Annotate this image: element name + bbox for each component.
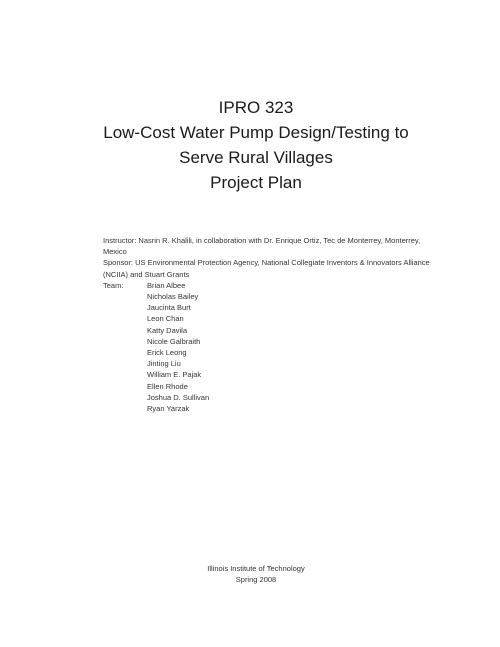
team-member: Jaucinta Burt xyxy=(147,303,191,313)
project-info xyxy=(103,235,438,414)
sponsor-text: Sponsor: US Environmental Protection Agency, National Collegiate Inventors & Innovators Alliance (NCIIA) and Stuart Grants xyxy=(103,258,430,279)
team-section xyxy=(103,280,438,414)
team-member: William E. Pajak xyxy=(147,370,202,380)
title-block xyxy=(0,95,500,195)
team-member: Brian Albee xyxy=(147,280,186,290)
team-member: Katty Davila xyxy=(147,325,188,335)
team-member: Nicholas Bailey xyxy=(147,292,199,302)
team-member: Leon Chan xyxy=(147,314,184,324)
team-label: Team: xyxy=(103,280,124,290)
team-member: Nicole Galbraith xyxy=(147,336,201,346)
team-member: Jinting Liu xyxy=(147,359,181,369)
team-member: Joshua D. Sullivan xyxy=(147,392,210,402)
project-title-line-1: Low-Cost Water Pump Design/Testing to xyxy=(103,123,409,142)
institution-name: Illinois Institute of Technology xyxy=(207,564,305,573)
team-list xyxy=(147,280,209,414)
team-member: Erick Leong xyxy=(147,348,187,358)
footer-block xyxy=(0,563,500,585)
team-member: Ellen Rhode xyxy=(147,381,188,391)
project-title-line-2: Serve Rural Villages xyxy=(179,148,333,167)
document-type: Project Plan xyxy=(210,173,302,192)
team-member: Ryan Yarzak xyxy=(147,404,190,414)
instructor-text: Instructor: Nasrin R. Khalili, in collaboration with Dr. Enrique Ortiz, Tec de Monterrey, Monterrey, Mexico xyxy=(103,236,421,257)
course-code: IPRO 323 xyxy=(218,98,294,117)
term: Spring 2008 xyxy=(235,575,277,584)
